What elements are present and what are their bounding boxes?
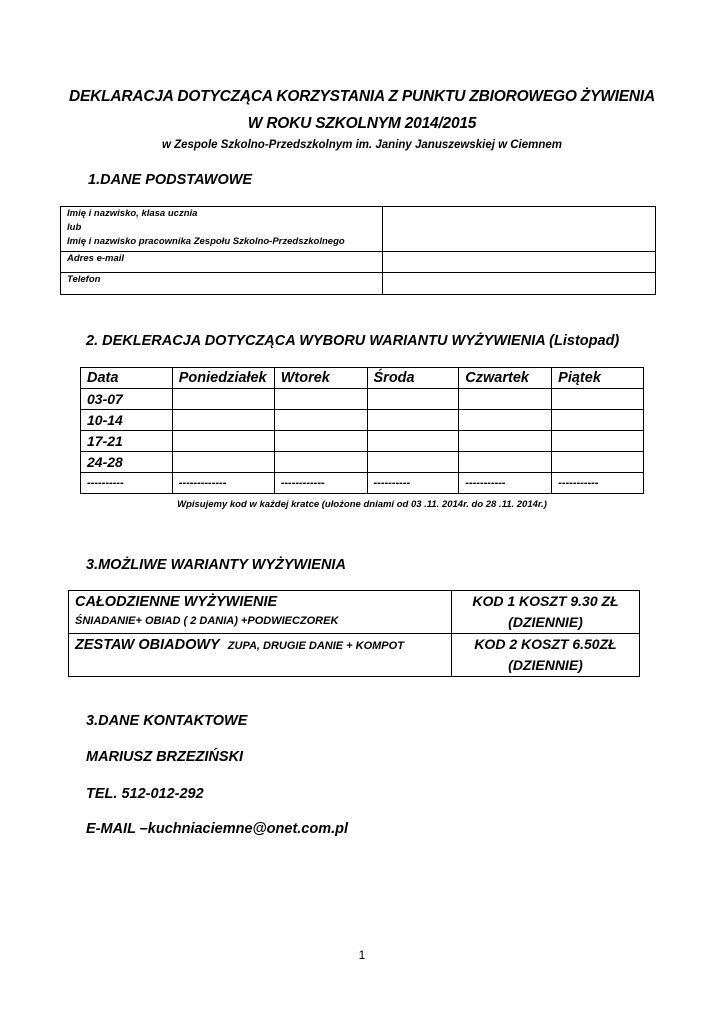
meal-code-cell[interactable] [172,410,274,431]
dash-cell: ----------- [459,473,552,494]
phone-label: Telefon [61,273,383,295]
col-header-tuesday: Wtorek [274,368,367,389]
option1-desc: ŚNIADANIE+ OBIAD ( 2 DANIA) +PODWIECZOREK [75,615,339,627]
table-row [69,591,640,634]
option1-name: CAŁODZIENNE WYŻYWIENIE [75,594,278,610]
student-name-label: Imię i nazwisko, klasa ucznia [67,208,198,219]
table-row [81,410,644,431]
meal-code-cell[interactable] [459,410,552,431]
meal-code-cell[interactable] [172,389,274,410]
option1-code: KOD 1 KOSZT 9.30 ZŁ [472,593,619,609]
option2-desc: ZUPA, DRUGIE DANIE + KOMPOT [227,640,404,652]
section4-heading: 3.DANE KONTAKTOWE [86,713,248,729]
col-header-date: Data [81,368,173,389]
meal-code-cell[interactable] [367,431,459,452]
email-label: Adres e-mail [61,252,383,273]
meal-code-cell[interactable] [552,410,644,431]
or-label: lub [67,222,82,233]
contact-email: E-MAIL –kuchniaciemne@onet.com.pl [86,821,349,837]
section3-heading: 3.MOŻLIWE WARIANTY WYŻYWIENIA [86,557,346,573]
week-date: 24-28 [81,452,173,473]
contact-phone: TEL. 512-012-292 [86,786,204,802]
page-number: 1 [358,948,366,962]
col-header-thursday: Czwartek [459,368,552,389]
dash-cell: ----------- [552,473,644,494]
meal-code-cell[interactable] [459,431,552,452]
employee-name-label: Imię i nazwisko pracownika Zespołu Szkolno-Przedszkolnego [67,236,345,247]
dash-cell: ------------- [172,473,274,494]
option1-daily: (DZIENNIE) [508,614,583,630]
meal-code-cell[interactable] [367,452,459,473]
meal-code-cell[interactable] [274,410,367,431]
option2-name: ZESTAW OBIADOWY [75,637,220,653]
section1-heading: 1.DANE PODSTAWOWE [88,172,253,188]
table-row [61,273,656,295]
option2-daily: (DZIENNIE) [508,657,583,673]
section2-heading: 2. DEKLERACJA DOTYCZĄCA WYBORU WARIANTU WYŻYWIENIA (Listopad) [86,333,620,349]
page-title-line2: W ROKU SZKOLNYM 2014/2015 [247,115,477,132]
table-row [61,207,656,252]
phone-field[interactable] [383,273,656,295]
table-row [61,252,656,273]
meal-code-cell[interactable] [274,431,367,452]
option2-code: KOD 2 KOSZT 6.50ZŁ [474,636,617,652]
meal-plan-table [80,367,644,494]
page-subtitle: w Zespole Szkolno-Przedszkolnym im. Janiny Januszewskiej w Ciemnem [161,139,563,151]
col-header-monday: Poniedziałek [172,368,274,389]
table-note: Wpisujemy kod w każdej kratce (ułożone dniami od 03 .11. 2014r. do 28 .11. 2014r.) [177,499,547,510]
table-row [81,473,644,494]
table-row [81,452,644,473]
week-date: 17-21 [81,431,173,452]
meal-code-cell[interactable] [274,389,367,410]
page-title-line1: DEKLARACJA DOTYCZĄCA KORZYSTANIA Z PUNKTU ZBIOROWEGO ŻYWIENIA [69,88,655,105]
email-field[interactable] [383,252,656,273]
meal-code-cell[interactable] [172,452,274,473]
table-header-row [81,368,644,389]
meal-code-cell[interactable] [552,389,644,410]
contact-name: MARIUSZ BRZEZIŃSKI [86,749,244,765]
meal-code-cell[interactable] [367,389,459,410]
basic-data-table [60,206,656,295]
meal-code-cell[interactable] [459,452,552,473]
dash-cell: ---------- [367,473,459,494]
table-row [81,389,644,410]
meal-code-cell[interactable] [274,452,367,473]
meal-code-cell[interactable] [172,431,274,452]
dash-cell: ------------ [274,473,367,494]
week-date: 03-07 [81,389,173,410]
meal-code-cell[interactable] [367,410,459,431]
col-header-friday: Piątek [552,368,644,389]
meal-code-cell[interactable] [459,389,552,410]
meal-code-cell[interactable] [552,431,644,452]
col-header-wednesday: Środa [367,368,459,389]
name-field[interactable] [383,207,656,252]
week-date: 10-14 [81,410,173,431]
dash-cell: ---------- [81,473,173,494]
meal-options-table [68,590,640,677]
meal-code-cell[interactable] [552,452,644,473]
table-row [81,431,644,452]
table-row [69,634,640,677]
